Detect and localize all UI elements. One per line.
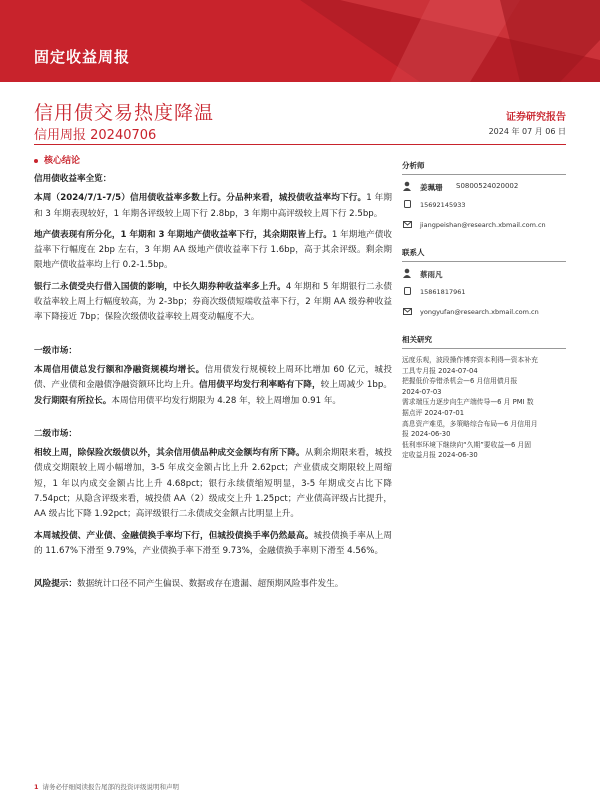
report-subtitle: 信用周报 20240706 — [34, 128, 157, 143]
risk-warning — [34, 577, 392, 592]
core-conclusion-text: 核心结论 — [44, 156, 81, 166]
p4-bold3: 发行期限有所拉长。 — [34, 395, 112, 406]
secondary-market-heading: 二级市场： — [34, 428, 77, 439]
p6-text: 城投债换手率从上周的 11.67%下滑至 9.79%，产业债换手率下滑至 9.73%，金融债换手率则下滑至 4.56%。 — [34, 530, 392, 556]
page-footer — [34, 782, 179, 791]
phone-icon — [404, 200, 411, 208]
related-line[interactable]: 把握低价券错杀机会—6 月信用债月报 — [402, 377, 518, 386]
p5-text: 从剩余期限来看，城投债成交期限较上周小幅增加，3-5 年成交金额占比上升 2.62pct；产业债成交期限较上周缩短，1 年以内成交金额占比上升 4.68pct；银行永续债缩短明显，3-5 年期成交占比下降 7.54pct；从隐含评级来看，城投债 AA（2）级成交上升 1.25pct；产业债高评级占比提升，AA 级占比下降 1.92pct；高评级银行二永债成交金额占比明显上升。 — [34, 448, 392, 520]
p6-bold: 本周城投债、产业债、金融债换手率均下行，但城投债换手率仍然最高。 — [34, 530, 314, 541]
contact-label: 联系人 — [402, 247, 566, 262]
p4-text1: 信用债发行规模较上周环比增加 60 亿元，城投债、产业债和金融债净融资额环比均上升。 — [34, 364, 392, 391]
related-line[interactable]: 据点评 2024-07-01 — [402, 408, 465, 417]
p5-bold: 相较上周，除保险次级债以外，其余信用债品种成交金额均有所下降。 — [34, 448, 305, 459]
analyst-phone: 15692145933 — [420, 201, 466, 209]
header-decoration — [0, 0, 600, 82]
report-tag: 证券研究报告 — [506, 112, 566, 123]
person-icon — [402, 181, 412, 191]
p4-bold: 本周信用债总发行额和净融资规模均增长。 — [34, 364, 205, 375]
core-conclusion-label — [34, 153, 80, 166]
report-date: 2024 年 07 月 06 日 — [488, 127, 566, 136]
report-title: 信用债交易热度降温 — [34, 102, 215, 124]
mail-icon — [403, 308, 412, 315]
risk-bold: 风险提示： — [34, 579, 77, 590]
bullet-icon — [34, 159, 38, 163]
header-brand: 固定收益周报 — [34, 48, 131, 66]
analyst-cert: S0800524020002 — [456, 182, 519, 190]
contact-card — [402, 268, 566, 320]
related-line[interactable]: 低利率环境下继续向“久期”要收益—6 月固 — [402, 440, 532, 449]
report-header — [0, 0, 600, 82]
related-research-list — [402, 355, 566, 461]
related-line[interactable]: 工具专月报 2024-07-04 — [402, 366, 478, 375]
mail-icon — [403, 221, 412, 228]
related-research-label: 相关研究 — [402, 334, 566, 349]
contact-name: 蔡雨凡 — [420, 270, 443, 279]
related-line[interactable]: 需求端压力逐步向生产端传导—6 月 PMI 数 — [402, 398, 534, 407]
analyst-email[interactable]: jiangpeishan@research.xbmail.com.cn — [420, 221, 546, 229]
p1-text: 1 年期和 3 年期表现较好，1 年期各评级较上周下行 2.8bp，3 年期中高评级较上周下行 2.5bp。 — [34, 193, 393, 219]
person-icon — [402, 268, 412, 278]
page-number: 1 — [34, 783, 39, 791]
risk-text: 数据统计口径不同产生偏误、数据或存在遗漏、超预期风险事件发生。 — [76, 579, 344, 590]
p4-text2: 较上周减少 1bp。 — [320, 380, 392, 391]
overview-heading: 信用债收益率全览： — [34, 174, 112, 184]
contact-phone: 15861817961 — [420, 288, 466, 296]
related-line[interactable]: 2024-07-03 — [402, 387, 442, 396]
sidebar — [402, 160, 566, 461]
p2-text: 1 年期地产债收益率下行幅度在 2bp 左右，3 年期 AA 级地产债收益率下行 1.6bp，高于其余评级。剩余期限地产债收益率均上行 0.2-1.5bp。 — [34, 229, 393, 271]
title-divider — [34, 144, 566, 145]
p3-bold: 银行二永债受央行借入国债的影响，中长久期券种收益率多上升。 — [34, 281, 286, 292]
phone-icon — [404, 287, 411, 295]
analyst-name: 姜珮珊 — [420, 183, 443, 192]
analyst-label: 分析师 — [402, 160, 566, 175]
paragraph-3 — [34, 280, 392, 326]
p1-bold: 本周（2024/7/1-7/5）信用债收益率多数上行。分品种来看，城投债收益率均下行。 — [34, 193, 367, 204]
paragraph-4 — [34, 363, 392, 409]
analyst-card — [402, 181, 566, 233]
main-content — [34, 172, 392, 599]
footer-disclaimer: 请务必仔细阅读报告尾部的投资评级说明和声明 — [42, 783, 180, 791]
related-line[interactable]: 定收益月报 2024-06-30 — [402, 451, 478, 460]
related-line[interactable]: 高息资产难觅，多策略综合布局—6 月信用月 — [402, 419, 538, 428]
paragraph-1 — [34, 191, 392, 222]
related-line[interactable]: 报 2024-06-30 — [402, 430, 451, 439]
primary-market-heading: 一级市场： — [34, 345, 77, 356]
contact-email[interactable]: yongyufan@research.xbmail.com.cn — [420, 308, 539, 316]
paragraph-2 — [34, 228, 392, 274]
paragraph-5 — [34, 446, 392, 522]
paragraph-6 — [34, 529, 392, 560]
p4-bold2: 信用债平均发行利率略有下降， — [199, 380, 321, 391]
related-line[interactable]: 远度乐观，波段操作博弈资本利得—资本补充 — [402, 356, 538, 364]
p3-text: 4 年期和 5 年期银行二永债收益率较上周上行幅度较高，为 2-3bp；券商次级债短端收益率下行，2 年期 AA 级券种收益率下降接近 7bp；保险次级债收益率较上周变动幅度不大。 — [34, 281, 392, 323]
p4-text3: 本周信用债平均发行期限为 4.28 年，较上周增加 0.91 年。 — [111, 395, 342, 406]
p2-bold: 地产债表现有所分化，1 年期和 3 年期地产债收益率下行，其余期限皆上行。 — [34, 229, 332, 240]
